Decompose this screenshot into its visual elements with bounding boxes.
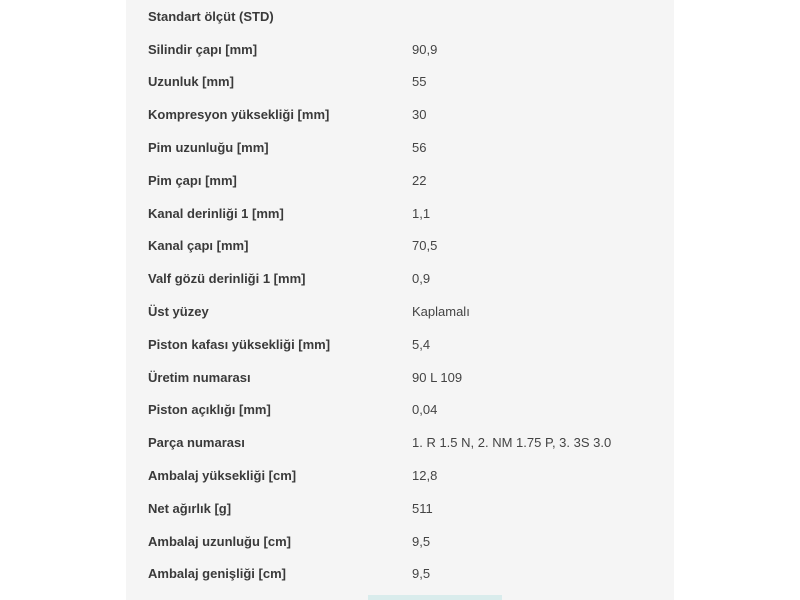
spec-label: Pim çapı [mm]: [148, 172, 237, 188]
spec-row: [148, 131, 668, 164]
spec-row: [148, 33, 668, 66]
spec-value: 90 L 109: [412, 369, 463, 385]
spec-label: Parça numarası: [148, 435, 245, 451]
spec-label: Ambalaj yüksekliği [cm]: [148, 468, 297, 484]
spec-label: Valf gözü derinliği 1 [mm]: [148, 271, 306, 287]
bottom-button-edge[interactable]: [368, 595, 502, 600]
spec-value: 0,04: [412, 402, 438, 418]
spec-label: Piston açıklığı [mm]: [148, 402, 271, 418]
spec-row: [148, 164, 668, 197]
spec-row: [148, 558, 668, 591]
spec-value: 90,9: [412, 41, 438, 57]
spec-value: 1,1: [412, 205, 431, 221]
spec-label: Üretim numarası: [148, 369, 251, 385]
spec-label: Kanal derinliği 1 [mm]: [148, 205, 284, 221]
spec-value: 56: [412, 140, 427, 156]
spec-value: 30: [412, 107, 427, 123]
spec-label: Kompresyon yüksekliği [mm]: [148, 107, 330, 123]
spec-value: 55: [412, 74, 427, 90]
spec-label: Kanal çapı [mm]: [148, 238, 249, 254]
spec-row: [148, 66, 668, 99]
spec-label: Piston kafası yüksekliği [mm]: [148, 336, 331, 352]
spec-row: [148, 328, 668, 361]
spec-row: [148, 459, 668, 492]
spec-value: 0,9: [412, 271, 431, 287]
spec-label: Üst yüzey: [148, 304, 209, 320]
spec-value: 12,8: [412, 468, 438, 484]
spec-row: [148, 98, 668, 131]
spec-row: [148, 426, 668, 459]
spec-label: Pim uzunluğu [mm]: [148, 140, 269, 156]
spec-value: 5,4: [412, 336, 431, 352]
spec-value: 511: [412, 500, 433, 516]
spec-header: Standart ölçüt (STD): [148, 8, 274, 24]
spec-value: 22: [412, 172, 427, 188]
spec-value: 9,5: [412, 566, 431, 582]
spec-row: [148, 197, 668, 230]
spec-label: Net ağırlık [g]: [148, 500, 232, 516]
spec-value: Kaplamalı: [412, 304, 470, 320]
spec-table: [148, 0, 668, 590]
spec-value: 1. R 1.5 N, 2. NM 1.75 P, 3. 3S 3.0: [412, 435, 612, 451]
spec-label: Silindir çapı [mm]: [148, 41, 258, 57]
spec-label: Ambalaj uzunluğu [cm]: [148, 533, 291, 549]
spec-row: [148, 525, 668, 558]
spec-label: Ambalaj genişliği [cm]: [148, 566, 286, 582]
spec-row: [148, 492, 668, 525]
spec-row: [148, 262, 668, 295]
spec-row: [148, 361, 668, 394]
spec-row: [148, 230, 668, 263]
spec-value: 9,5: [412, 533, 431, 549]
spec-header-row: [148, 0, 668, 33]
spec-row: [148, 295, 668, 328]
spec-row: [148, 394, 668, 427]
spec-value: 70,5: [412, 238, 438, 254]
spec-label: Uzunluk [mm]: [148, 74, 234, 90]
